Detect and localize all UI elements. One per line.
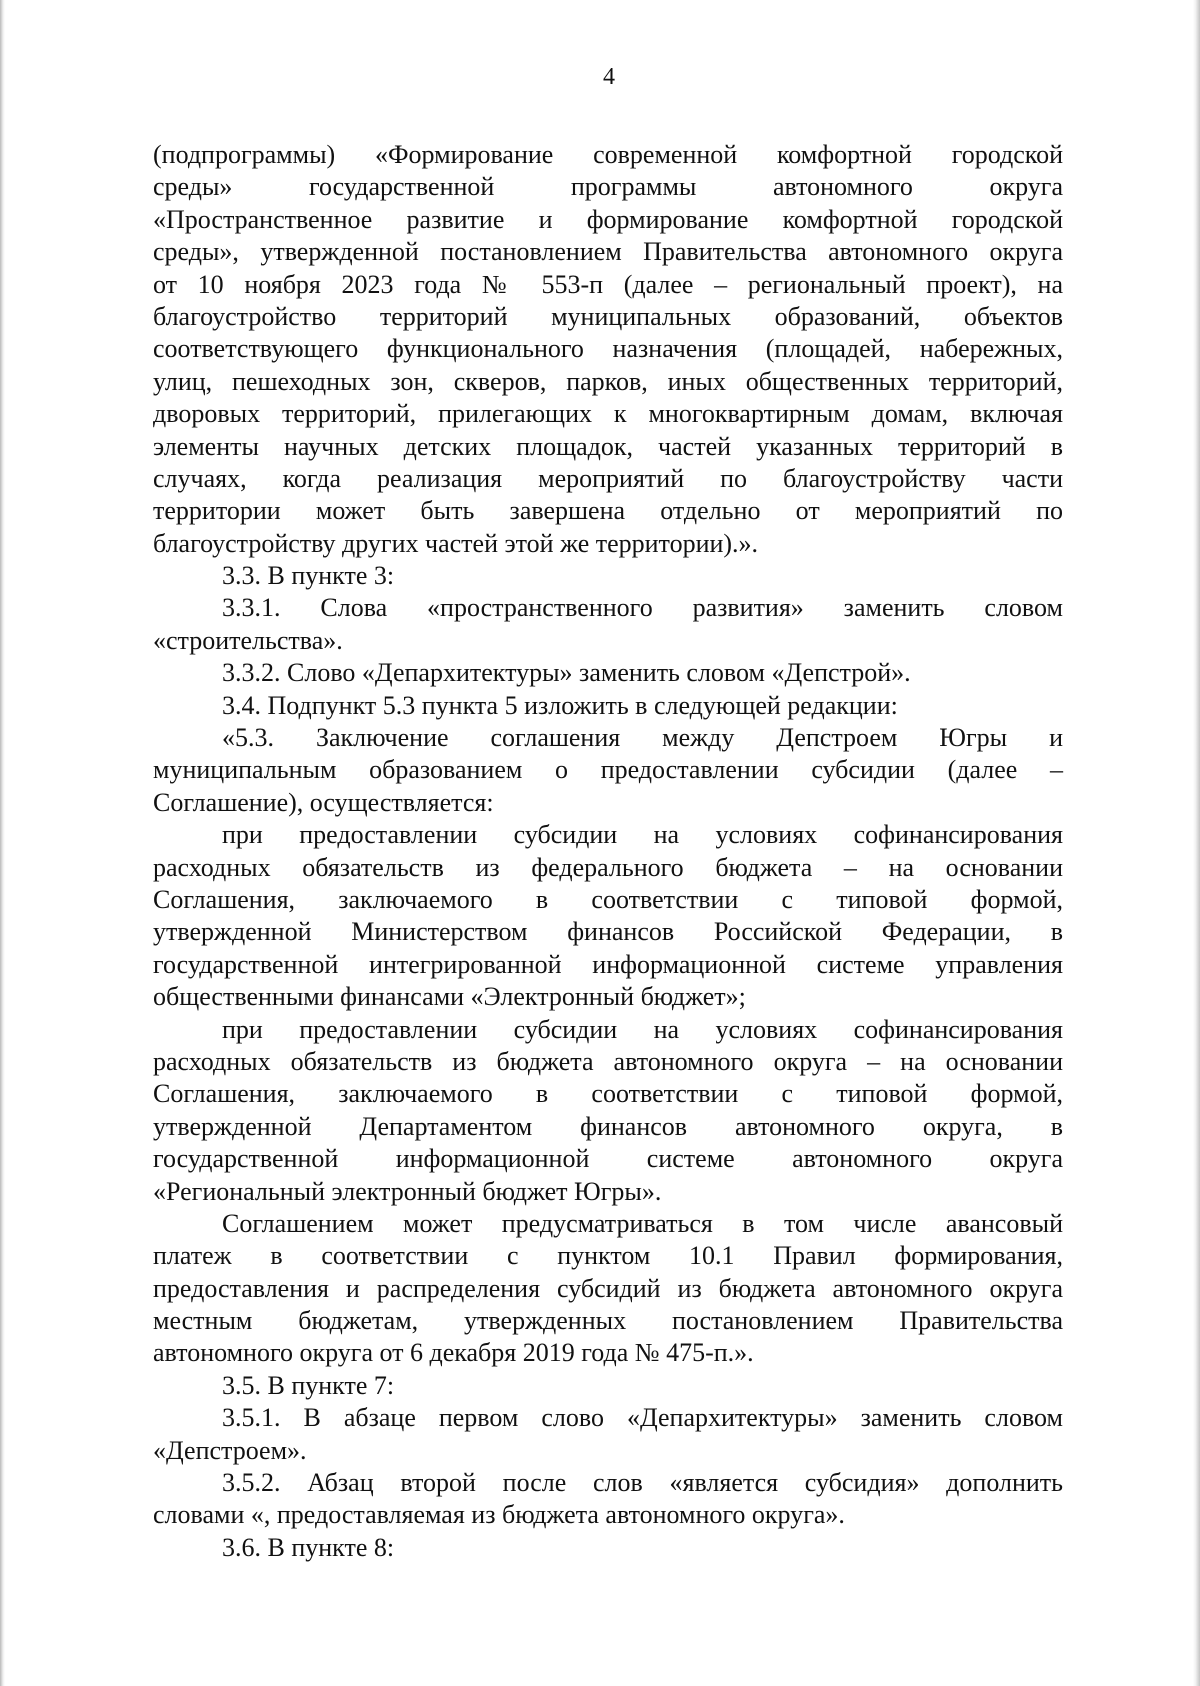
text-line: 3.3.2. Слово «Депархитектуры» заменить словом «Депстрой».: [222, 658, 911, 688]
text-line: автономного округа от 6 декабря 2019 года № 475-п.».: [153, 1338, 754, 1368]
text-line: соответствующего функционального назначения (площадей, набережных,: [153, 334, 1063, 364]
text-line: среды», утвержденной постановлением Правительства автономного округа: [153, 237, 1063, 267]
text-line: улиц, пешеходных зон, скверов, парков, иных общественных территорий,: [153, 366, 1063, 396]
text-line: государственной информационной системе автономного округа: [153, 1144, 1063, 1174]
text-line: 3.5. В пункте 7:: [222, 1370, 395, 1400]
text-line: местным бюджетам, утвержденных постановлением Правительства: [153, 1306, 1063, 1336]
text-line: «Региональный электронный бюджет Югры».: [153, 1176, 662, 1206]
text-line: благоустройство территорий муниципальных образований, объектов: [153, 301, 1063, 331]
text-line: Соглашения, заключаемого в соответствии с типовой формой,: [153, 884, 1063, 914]
text-line: платеж в соответствии с пунктом 10.1 Правил формирования,: [153, 1241, 1063, 1271]
text-line: при предоставлении субсидии на условиях софинансирования: [222, 820, 1063, 850]
scan-edge-left: [0, 0, 5, 1686]
text-line: 3.5.1. В абзаце первом слово «Депархитектуры» заменить словом: [222, 1403, 1063, 1433]
text-line: случаях, когда реализация мероприятий по благоустройству части: [153, 463, 1063, 493]
text-line: благоустройству других частей этой же территории).».: [153, 528, 759, 558]
text-line: элементы научных детских площадок, частей указанных территорий в: [153, 431, 1063, 461]
text-line: утвержденной Департаментом финансов автономного округа, в: [153, 1111, 1063, 1141]
text-line: территории может быть завершена отдельно от мероприятий по: [153, 496, 1063, 526]
text-line: словами «, предоставляемая из бюджета автономного округа».: [153, 1500, 845, 1530]
text-line: 3.5.2. Абзац второй после слов «является субсидия» дополнить: [222, 1468, 1063, 1498]
text-line: утвержденной Министерством финансов Российской Федерации, в: [153, 917, 1063, 947]
text-line: Соглашения, заключаемого в соответствии с типовой формой,: [153, 1079, 1063, 1109]
text-line: муниципальным образованием о предоставлении субсидии (далее –: [153, 755, 1063, 785]
text-line: 3.3.1. Слова «пространственного развития» заменить словом: [222, 593, 1063, 623]
text-line: Соглашением может предусматриваться в том числе авансовый: [222, 1208, 1063, 1238]
text-line: дворовых территорий, прилегающих к многоквартирным домам, включая: [153, 399, 1063, 429]
page-number: 4: [603, 64, 615, 90]
text-line: среды» государственной программы автономного округа: [153, 172, 1063, 202]
scan-edge-right: [1193, 0, 1200, 1686]
text-line: «Депстроем».: [153, 1435, 307, 1465]
text-line: общественными финансами «Электронный бюджет»;: [153, 982, 746, 1012]
text-line: Соглашение), осуществляется:: [153, 787, 494, 817]
document-body: [153, 139, 1063, 1564]
text-line: «строительства».: [153, 625, 343, 655]
text-line: «5.3. Заключение соглашения между Депстроем Югры и: [222, 723, 1063, 753]
text-line: расходных обязательств из федерального бюджета – на основании: [153, 852, 1063, 882]
text-line: 3.6. В пункте 8:: [222, 1532, 395, 1562]
text-line: 3.4. Подпункт 5.3 пункта 5 изложить в следующей редакции:: [222, 690, 898, 720]
text-line: «Пространственное развитие и формирование комфортной городской: [153, 204, 1063, 234]
text-line: предоставления и распределения субсидий из бюджета автономного округа: [153, 1273, 1063, 1303]
text-line: 3.3. В пункте 3:: [222, 561, 395, 591]
text-line: (подпрограммы) «Формирование современной комфортной городской: [153, 140, 1063, 169]
text-line: государственной интегрированной информационной системе управления: [153, 949, 1063, 979]
text-line: при предоставлении субсидии на условиях софинансирования: [222, 1014, 1063, 1044]
text-line: расходных обязательств из бюджета автономного округа – на основании: [153, 1046, 1063, 1076]
text-line: от 10 ноября 2023 года № 553-п (далее – региональный проект), на: [153, 269, 1063, 299]
